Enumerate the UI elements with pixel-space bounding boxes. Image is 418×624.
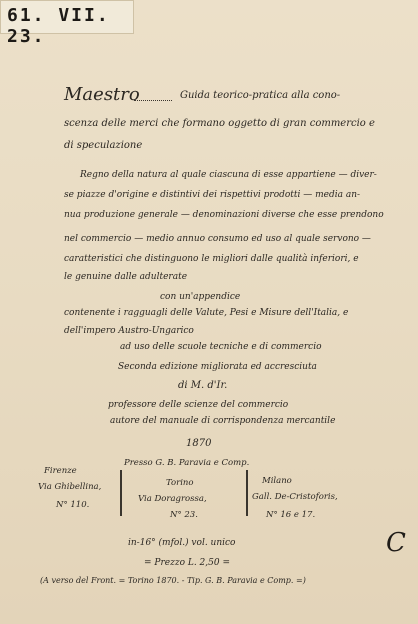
title-line-2: scenza delle merci che formano oggetto di gran commercio e xyxy=(64,118,375,129)
usage-line-2: Seconda edizione migliorata ed accresciuta xyxy=(118,362,317,372)
bracket-right xyxy=(246,470,248,516)
torino-street: Via Doragrossa, xyxy=(138,494,207,504)
body-line-5: caratteristici che distinguono le migliori dalle qualità inferiori, e xyxy=(64,254,359,264)
appendix-line-1: con un'appendice xyxy=(160,292,241,302)
appendix-line-2: contenente i ragguagli delle Valute, Pesi e Misure dell'Italia, e xyxy=(64,308,349,318)
corner-letter: C xyxy=(386,528,406,558)
bracket-left xyxy=(120,470,122,516)
professor-line-2: autore del manuale di corrispondenza mercantile xyxy=(110,416,336,426)
publisher-presso: Presso G. B. Paravia e Comp. xyxy=(124,458,250,468)
price-line: = Prezzo L. 2,50 = xyxy=(144,558,230,568)
title-line-3: di speculazione xyxy=(64,140,143,151)
milano-number: N° 16 e 17. xyxy=(266,510,316,520)
author-initials: di M. d'Ir. xyxy=(178,380,228,391)
format-line: in-16° (mfol.) vol. unico xyxy=(128,538,236,548)
verso-note: (A verso del Front. = Torino 1870. - Tip. G. B. Paravia e Comp. =) xyxy=(40,576,306,585)
firenze-street: Via Ghibellina, xyxy=(38,482,102,492)
author-name: Maestro xyxy=(64,84,140,105)
usage-line-1: ad uso delle scuole tecniche e di commercio xyxy=(120,342,322,352)
body-line-4: nel commercio — medio annuo consumo ed uso al quale servono — xyxy=(64,234,371,244)
title-line-1: Guida teorico-pratica alla cono- xyxy=(180,90,341,101)
torino-number: N° 23. xyxy=(170,510,198,520)
body-line-3: nua produzione generale — denominazioni diverse che esse prendono xyxy=(64,210,384,220)
body-line-6: le genuine dalle adulterate xyxy=(64,272,188,282)
body-line-2: se piazze d'origine e distintivi dei rispettivi prodotti — media an- xyxy=(64,190,361,200)
firenze-city: Firenze xyxy=(44,466,77,476)
milano-city: Milano xyxy=(262,476,292,486)
torino-city: Torino xyxy=(166,478,194,488)
firenze-number: N° 110. xyxy=(56,500,90,510)
body-line-1: Regno della natura al quale ciascuna di esse appartiene — diver- xyxy=(80,170,377,180)
publication-year: 1870 xyxy=(186,438,212,449)
shelfmark-text: 61. VII. 23. xyxy=(7,5,110,47)
milano-street: Gall. De-Cristoforis, xyxy=(252,492,338,502)
dotted-rule xyxy=(134,100,172,101)
professor-line-1: professore delle scienze del commercio xyxy=(108,400,289,410)
appendix-line-3: dell'impero Austro-Ungarico xyxy=(64,326,194,336)
shelfmark-label xyxy=(0,0,134,47)
